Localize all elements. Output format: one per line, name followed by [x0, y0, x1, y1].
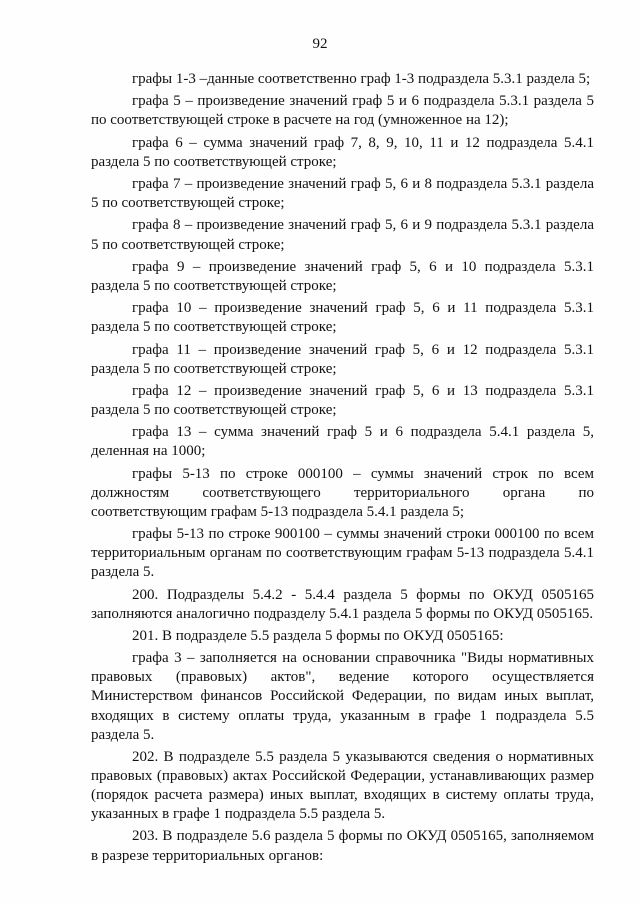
paragraph: 201. В подразделе 5.5 раздела 5 формы по ОКУД 0505165: — [132, 627, 504, 644]
paragraph: графа 6 – сумма значений граф 7, 8, 9, 10, 11 и 12 подраздела 5.4.1 раздела 5 по соответствующей строке; — [91, 134, 594, 170]
paragraph: графа 3 – заполняется на основании справочника "Виды нормативных правовых (правовых) актов", ведение которого осуществляется Министерством финансов Российской Федерации, по видам иных выплат, входящих в систему оплаты труда, указанным в графе 1 подраздела 5.5 раздела 5. — [91, 650, 594, 743]
paragraph: графы 5-13 по строке 000100 – суммы значений строк по всем должностям соответствующего территориального органа по соответствующим графам 5-13 подраздела 5.4.1 раздела 5; — [91, 465, 594, 520]
page-number: 92 — [312, 36, 328, 52]
paragraph: графа 5 – произведение значений граф 5 и 6 подраздела 5.3.1 раздела 5 по соответствующей строке в расчете на год (умноженное на 12); — [91, 93, 594, 129]
paragraph: графы 5-13 по строке 900100 – суммы значений строки 000100 по всем территориальным органам по соответствующим графам 5-13 подраздела 5.4.1 раздела 5. — [91, 526, 594, 581]
paragraph: графа 11 – произведение значений граф 5, 6 и 12 подраздела 5.3.1 раздела 5 по соответствующей строке; — [91, 341, 594, 377]
paragraph: графа 10 – произведение значений граф 5, 6 и 11 подраздела 5.3.1 раздела 5 по соответствующей строке; — [91, 300, 594, 336]
paragraph: графа 8 – произведение значений граф 5, 6 и 9 подраздела 5.3.1 раздела 5 по соответствующей строке; — [91, 217, 594, 253]
paragraph: 200. Подразделы 5.4.2 - 5.4.4 раздела 5 формы по ОКУД 0505165 заполняются аналогично подразделу 5.4.1 раздела 5 формы по ОКУД 0505165. — [91, 586, 594, 622]
paragraph: графы 1-3 –данные соответственно граф 1-3 подраздела 5.3.1 раздела 5; — [132, 71, 591, 87]
paragraph: 203. В подразделе 5.6 раздела 5 формы по ОКУД 0505165, заполняемом в разрезе территориальных органов: — [91, 828, 594, 864]
paragraph: графа 9 – произведение значений граф 5, 6 и 10 подраздела 5.3.1 раздела 5 по соответствующей строке; — [91, 258, 594, 294]
paragraph: графа 7 – произведение значений граф 5, 6 и 8 подраздела 5.3.1 раздела 5 по соответствующей строке; — [91, 176, 594, 212]
paragraph: 202. В подразделе 5.5 раздела 5 указываются сведения о нормативных правовых (правовых) актах Российской Федерации, устанавливающих размер (порядок расчета размера) иных выплат, входящих в систему оплаты труда, указанных в графе 1 подраздела 5.5 раздела 5. — [91, 748, 594, 823]
document-body — [91, 70, 594, 866]
paragraph: графа 13 – сумма значений граф 5 и 6 подраздела 5.4.1 раздела 5, деленная на 1000; — [91, 424, 594, 460]
paragraph: графа 12 – произведение значений граф 5, 6 и 13 подраздела 5.3.1 раздела 5 по соответствующей строке; — [91, 382, 594, 418]
